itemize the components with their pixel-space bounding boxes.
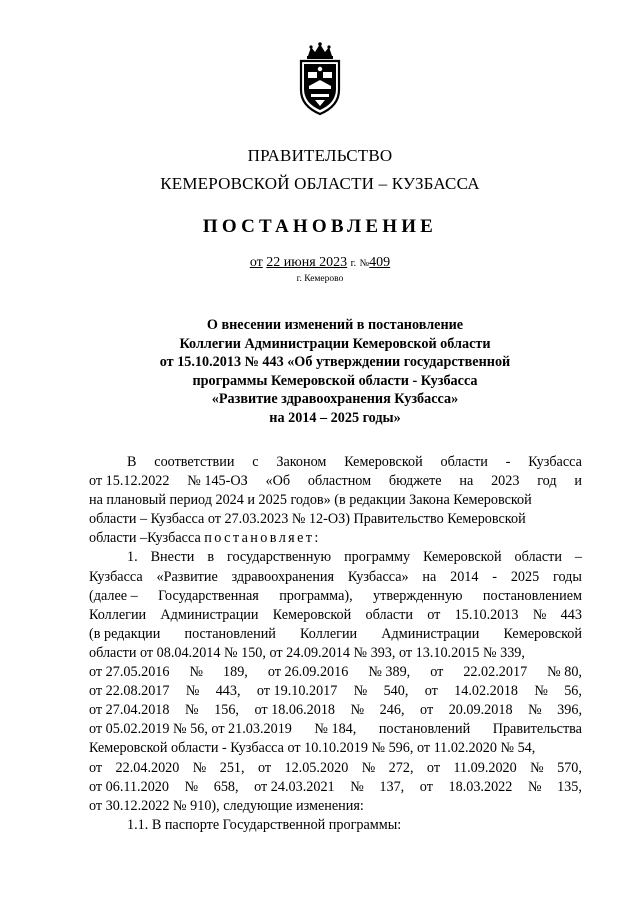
body-word: Кузбасса — [528, 454, 582, 470]
number-sign: № — [359, 258, 370, 269]
body-line — [89, 568, 582, 587]
body-line — [89, 759, 582, 778]
body-line — [89, 606, 582, 625]
body-word: № — [361, 759, 376, 776]
document-date: 22 июня 2023 — [266, 255, 348, 270]
body-word: 12.05.2020 — [284, 759, 349, 776]
body-text: 1.1. В паспорте Государственной программы: — [127, 816, 402, 833]
body-word: от — [427, 606, 441, 623]
body-word: области — [440, 454, 488, 470]
body-word: 396, — [557, 702, 582, 719]
body-word: 1. — [127, 549, 138, 566]
body-word: области — [514, 549, 562, 566]
body-word: 189, — [223, 664, 248, 681]
body-word: от — [257, 759, 272, 776]
document-number: 409 — [369, 255, 391, 270]
document-subject — [90, 316, 580, 428]
body-word: от — [424, 683, 438, 700]
body-word: от 15.12.2022 — [89, 473, 170, 490]
body-word: бюджете — [388, 473, 442, 490]
body-word: на — [459, 473, 474, 490]
body-line — [89, 491, 582, 510]
body-word: Администрации — [381, 625, 480, 642]
subject-line: О внесении изменений в постановление — [206, 317, 464, 333]
body-word: 156, — [214, 702, 239, 719]
body-word: 272, — [388, 759, 414, 776]
body-word: № — [534, 683, 548, 700]
body-word: здравоохранения — [231, 568, 335, 585]
body-word: 11.09.2020 — [453, 759, 517, 776]
body-word: постановлений — [378, 721, 471, 738]
body-line — [89, 701, 582, 720]
body-word: В — [127, 454, 137, 470]
body-word: от — [419, 778, 433, 795]
body-word: № — [192, 759, 207, 776]
body-word: Правительства — [492, 721, 582, 738]
body-word: Кемеровской — [503, 625, 582, 642]
body-word: Администрации — [160, 606, 259, 623]
body-word: (в редакции — [89, 625, 161, 642]
subject-line: Коллегии Администрации Кемеровской области — [179, 335, 491, 352]
body-word: 18.03.2022 — [448, 778, 513, 795]
body-word: № — [528, 702, 542, 719]
body-word: «Об — [265, 473, 291, 490]
body-word: области от 08.04.2014 № 150, от 24.09.2014 № 393, от 13.10.2015 № 339, — [89, 644, 525, 661]
body-word: от 26.09.2016 — [267, 664, 349, 681]
government-title-line1: ПРАВИТЕЛЬСТВО — [247, 146, 393, 165]
body-word: 251, — [219, 759, 245, 776]
body-word: областном — [307, 473, 372, 490]
body-word: государственную — [227, 549, 332, 566]
body-line — [89, 548, 582, 567]
body-word: постановлений — [184, 625, 276, 642]
body-word: Кемеровской — [344, 454, 423, 470]
body-word: Кузбасса» — [347, 568, 409, 585]
body-word: 20.09.2018 — [448, 702, 513, 719]
body-word: Коллегии — [300, 625, 358, 642]
document-body — [89, 453, 582, 835]
body-word: от — [89, 759, 103, 776]
body-word: от 05.02.2019 № 56, от 21.03.2019 — [89, 721, 292, 738]
body-word: 56, — [564, 683, 582, 700]
body-word: от 27.05.2016 — [89, 664, 170, 681]
body-word: 135, — [557, 778, 582, 795]
body-word: Кемеровской области - Кузбасса от 10.10.2019 № 596, от 11.02.2020 № 54, — [89, 740, 536, 757]
body-word: Внести — [150, 549, 195, 566]
body-word: 15.10.2013 — [454, 606, 519, 623]
city: г. Кемерово — [296, 274, 344, 284]
body-word: (далее – — [89, 587, 138, 604]
body-word: № — [353, 683, 368, 700]
body-word: 2023 — [491, 473, 520, 490]
body-line — [89, 510, 582, 529]
body-word: № 184, — [314, 721, 357, 738]
body-word: год — [537, 473, 557, 490]
body-word: 2025 — [510, 568, 540, 585]
body-word: на — [422, 568, 437, 585]
body-word: 246, — [379, 702, 405, 719]
body-word: постановлением — [482, 587, 582, 604]
body-line — [89, 739, 582, 758]
body-word: № — [530, 759, 544, 776]
body-word: утвержденную — [373, 587, 463, 604]
year-suffix: г. — [350, 258, 357, 269]
body-word: 570, — [557, 759, 582, 776]
body-line — [89, 529, 582, 548]
body-line — [89, 797, 582, 816]
body-word: Кузбасса — [89, 568, 143, 585]
body-word: 2014 — [450, 568, 479, 585]
body-word: от 24.03.2021 — [254, 778, 335, 795]
body-word: № — [350, 778, 364, 795]
body-word: 443, — [215, 683, 241, 700]
date-prefix: от — [249, 255, 263, 270]
body-word: 540, — [383, 683, 409, 700]
body-word: Коллегии — [89, 606, 147, 623]
subject-line: программы Кемеровской области - Кузбасса — [192, 372, 478, 389]
body-word: 14.02.2018 — [454, 683, 518, 700]
body-word: от — [430, 664, 444, 681]
body-word: № 80, — [547, 664, 582, 681]
coat-of-arms-icon — [295, 42, 345, 116]
body-word: 137, — [379, 778, 405, 795]
body-word: с — [252, 454, 259, 470]
body-word: от — [426, 759, 441, 776]
body-word: - — [505, 454, 511, 470]
body-word: в — [207, 549, 215, 566]
body-word: «Развитие — [156, 568, 218, 585]
body-word: Государственная — [158, 587, 259, 604]
body-word: на плановый период 2024 и 2025 годов» (в редакции Закона Кемеровской — [89, 492, 532, 509]
body-word: № — [189, 664, 204, 681]
subject-line: «Развитие здравоохранения Кузбасса» — [211, 391, 459, 408]
government-title-line2: КЕМЕРОВСКОЙ ОБЛАСТИ – КУЗБАССА — [160, 174, 480, 193]
body-text: от 30.12.2022 № 910), следующие изменения: — [89, 797, 364, 814]
body-word: программа), — [279, 587, 353, 604]
body-word: от 18.06.2018 — [254, 702, 336, 719]
body-line — [89, 453, 582, 472]
body-word: 658, — [213, 778, 239, 795]
body-word: 22.04.2020 — [115, 759, 180, 776]
subject-line: от 15.10.2013 № 443 «Об утверждении государственной — [159, 354, 511, 371]
body-word: № — [185, 702, 199, 719]
body-word: Кемеровской — [272, 606, 352, 623]
body-line — [89, 587, 582, 606]
body-line — [89, 816, 582, 835]
body-line — [89, 720, 582, 739]
body-line — [89, 472, 582, 491]
body-word: – — [574, 549, 582, 566]
body-word: от 19.10.2017 — [256, 683, 338, 700]
body-line — [89, 778, 582, 797]
body-word: области – Кузбасса от 27.03.2023 № 12-ОЗ) Правительство Кемеровской — [89, 511, 526, 528]
body-word: 443 — [560, 606, 582, 623]
body-word: № — [185, 683, 200, 700]
body-word: от 22.08.2017 — [89, 683, 170, 700]
body-word: годы — [552, 568, 582, 585]
date-line — [0, 255, 640, 271]
body-word: № — [532, 606, 547, 623]
body-line — [89, 644, 582, 663]
body-word: 22.02.2017 — [463, 664, 528, 681]
body-word: - — [492, 568, 498, 585]
body-word: № 389, — [368, 664, 411, 681]
body-word: № 145-ОЗ — [187, 473, 248, 490]
body-word: № — [527, 778, 542, 795]
body-word: Законом — [276, 454, 327, 470]
body-word: программу — [344, 549, 411, 566]
body-word: № — [350, 702, 365, 719]
body-line — [89, 682, 582, 701]
body-word: от — [420, 702, 434, 719]
body-text: области –Кузбасса — [89, 530, 205, 547]
body-word: от 06.11.2020 — [89, 778, 169, 795]
body-word: № — [184, 778, 199, 795]
body-word: и — [574, 473, 582, 490]
document-type: ПОСТАНОВЛЕНИЕ — [202, 216, 438, 237]
decree-word: постановляет: — [204, 530, 321, 547]
body-line — [89, 625, 582, 644]
subject-line: на 2014 – 2025 годы» — [269, 409, 401, 426]
body-word: от 27.04.2018 — [89, 702, 170, 719]
body-line — [89, 663, 582, 682]
body-word: соответствии — [154, 454, 235, 470]
body-word: области — [365, 606, 413, 623]
body-word: Кемеровской — [423, 549, 502, 566]
